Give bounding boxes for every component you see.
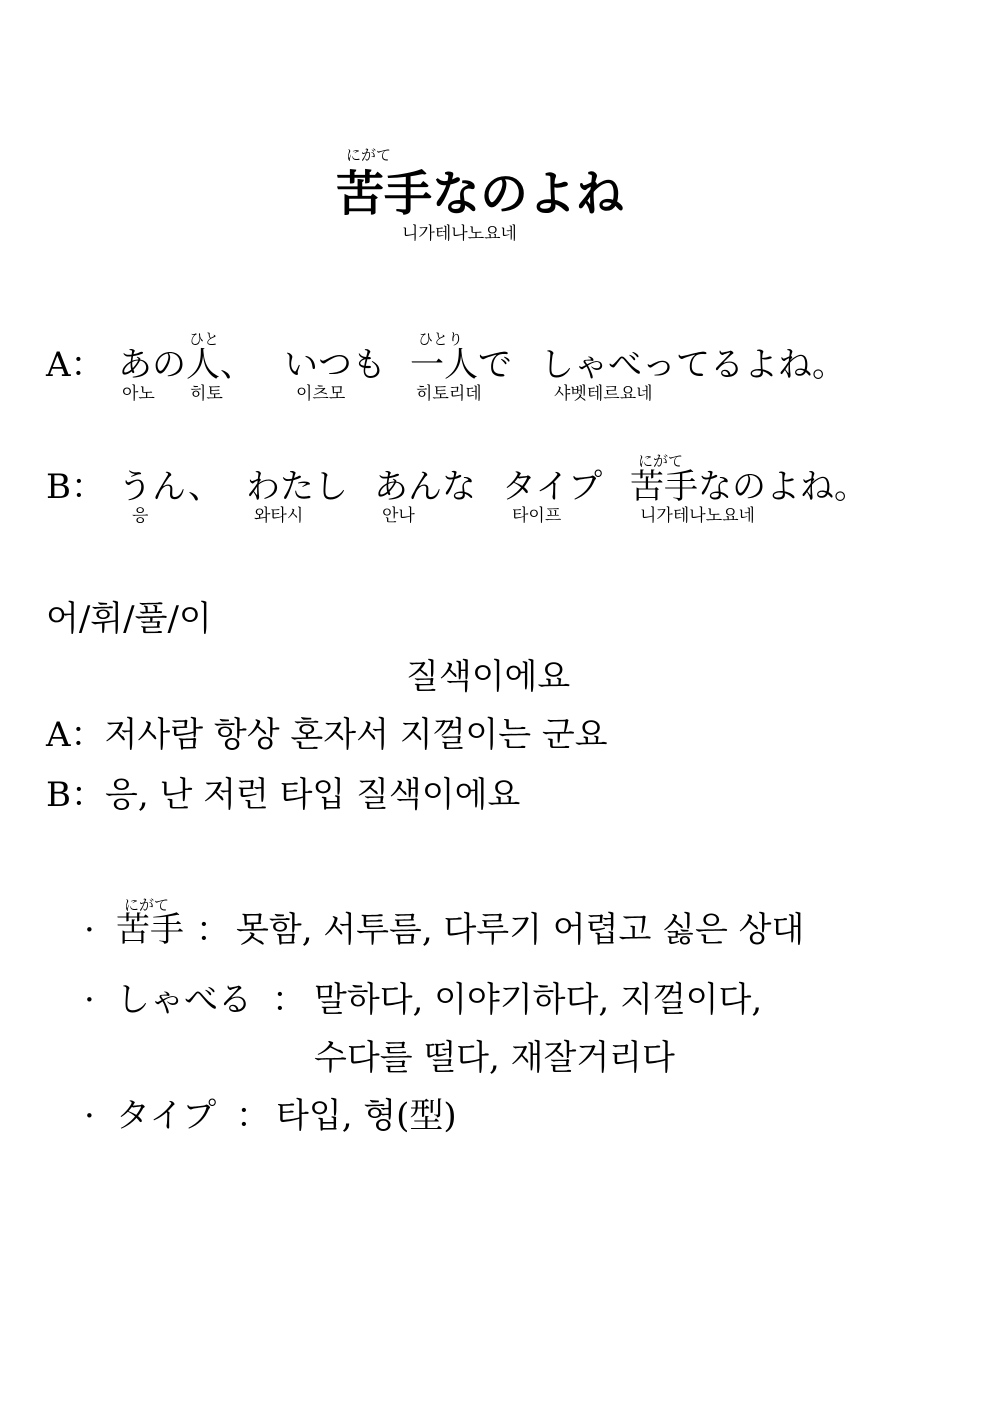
vocab-separator: ： [272, 980, 306, 1020]
line-b-reading: 와타시 [254, 506, 304, 526]
furigana-hito: ひと [189, 330, 220, 348]
line-a-reading: 샤벳테르요네 [554, 384, 653, 404]
vocab-bullet: · [84, 1096, 95, 1136]
vocab-term: タイプ [116, 1096, 217, 1136]
vocab-term: 苦手 [116, 910, 184, 950]
vocab-bullet: · [84, 910, 95, 950]
title-furigana: にがて [346, 146, 392, 164]
line-b-reading: 응 [132, 506, 149, 526]
line-a-reading: 아노 [122, 384, 155, 404]
line-b-reading: 니가테나노요네 [640, 506, 755, 526]
line-b-segment: 苦手なのよね。 [630, 467, 868, 507]
speaker-a: A： [46, 345, 105, 385]
vocab-heading: 어/휘/풀/이 [46, 599, 212, 639]
translation-line-b: B：응, 난 저런 타입 질색이에요 [46, 775, 521, 815]
vocab-meaning: 타입, 형(型) [276, 1096, 457, 1136]
page-title: 苦手なのよね [336, 166, 625, 222]
speaker-b: B： [46, 467, 105, 507]
vocab-meaning: 말하다, 이야기하다, 지껄이다, [314, 980, 763, 1020]
line-b-segment: タイプ [502, 467, 603, 507]
line-a-reading: 이츠모 [296, 384, 346, 404]
line-b-reading: 안나 [382, 506, 415, 526]
vocab-meaning: 못함, 서투름, 다루기 어렵고 싫은 상대 [236, 910, 805, 950]
line-a-segment: しゃべってるよね。 [540, 345, 846, 385]
vocab-furigana: にがて [124, 896, 170, 914]
line-a-segment: あの人、 [118, 345, 254, 385]
line-a-segment: いつも [284, 345, 386, 385]
line-b-segment: わたし [246, 467, 348, 507]
vocab-term: しゃべる [116, 980, 252, 1020]
furigana-nigate: にがて [638, 452, 684, 470]
title-korean-reading: 니가테나노요네 [402, 224, 517, 244]
vocab-separator: ： [236, 1096, 270, 1136]
furigana-hitori: ひとり [418, 330, 464, 348]
translation-line-a: A：저사람 항상 혼자서 지껄이는 군요 [46, 715, 608, 755]
line-a-segment: 一人で [410, 345, 512, 385]
line-a-reading: 히토리데 [416, 384, 482, 404]
line-a-reading: 히토 [190, 384, 223, 404]
vocab-separator: ： [196, 910, 230, 950]
translation-title: 질색이에요 [406, 657, 571, 697]
vocab-bullet: · [84, 980, 95, 1020]
line-b-reading: 타이프 [512, 506, 562, 526]
vocab-meaning-continued: 수다를 떨다, 재잘거리다 [314, 1038, 675, 1078]
line-b-segment: あんな [374, 467, 476, 507]
line-b-segment: うん、 [118, 467, 223, 507]
